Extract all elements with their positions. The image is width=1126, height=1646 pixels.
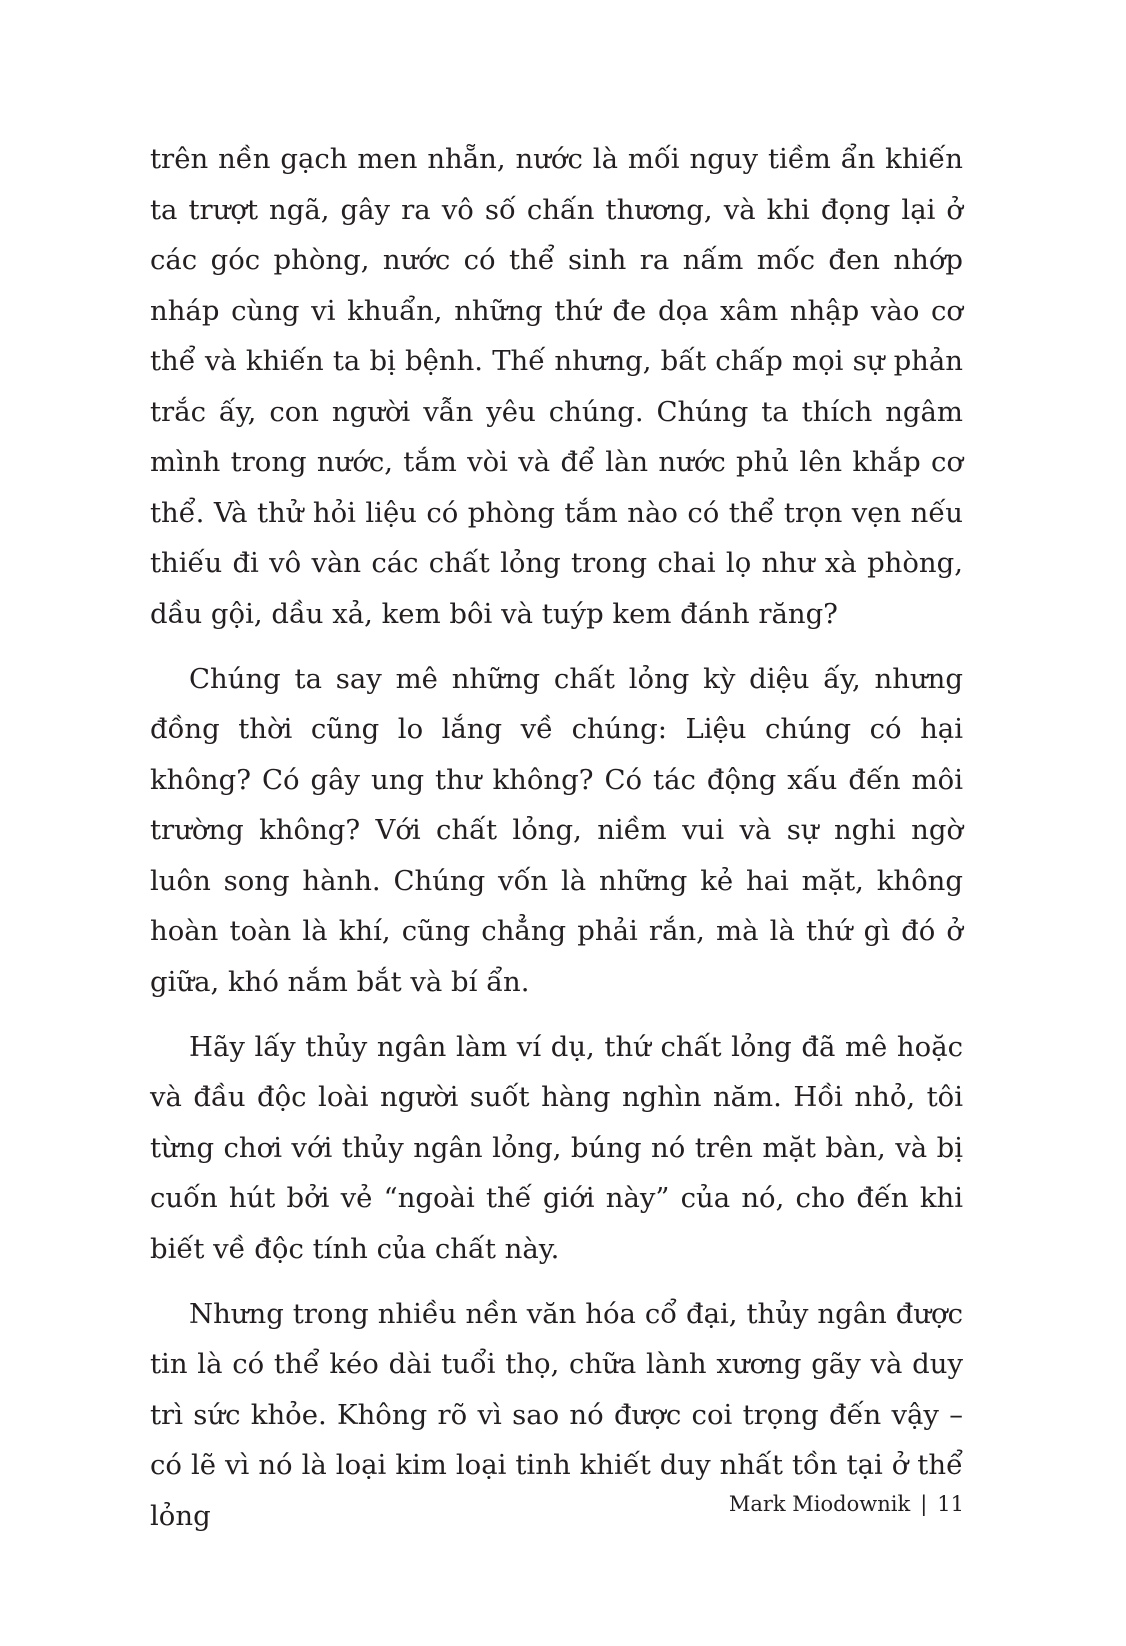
paragraph-4: Nhưng trong nhiều nền văn hóa cổ đại, thủy ngân được tin là có thể kéo dài tuổi thọ, chữa lành xương gãy và duy trì sức khỏe. Không rõ vì sao nó được coi trọng đến vậy – có lẽ vì nó là loại kim loại tinh khiết duy nhất tồn tại ở thể lỏng xyxy=(150,1297,963,1532)
page-number: 11 xyxy=(937,1492,964,1516)
running-footer xyxy=(729,1489,964,1519)
footer-separator: | xyxy=(920,1492,928,1516)
paragraph-1: trên nền gạch men nhẵn, nước là mối nguy tiềm ẩn khiến ta trượt ngã, gây ra vô số chấn thương, và khi đọng lại ở các góc phòng, nước có thể sinh ra nấm mốc đen nhớp nháp cùng vi khuẩn, những thứ đe dọa xâm nhập vào cơ thể và khiến ta bị bệnh. Thế nhưng, bất chấp mọi sự phản trắc ấy, con người vẫn yêu chúng. Chúng ta thích ngâm mình trong nước, tắm vòi và để làn nước phủ lên khắp cơ thể. Và thử hỏi liệu có phòng tắm nào có thể trọn vẹn nếu thiếu đi vô vàn các chất lỏng trong chai lọ như xà phòng, dầu gội, dầu xả, kem bôi và tuýp kem đánh răng? xyxy=(150,143,963,630)
paragraph-2: Chúng ta say mê những chất lỏng kỳ diệu ấy, nhưng đồng thời cũng lo lắng về chúng: Liệu chúng có hại không? Có gây ung thư không? Có tác động xấu đến môi trường không? Với chất lỏng, niềm vui và sự nghi ngờ luôn song hành. Chúng vốn là những kẻ hai mặt, không hoàn toàn là khí, cũng chẳng phải rắn, mà là thứ gì đó ở giữa, khó nắm bắt và bí ẩn. xyxy=(150,662,963,998)
footer-author: Mark Miodownik xyxy=(728,1492,911,1516)
paragraph-3: Hãy lấy thủy ngân làm ví dụ, thứ chất lỏng đã mê hoặc và đầu độc loài người suốt hàng nghìn năm. Hồi nhỏ, tôi từng chơi với thủy ngân lỏng, búng nó trên mặt bàn, và bị cuốn hút bởi vẻ “ngoài thế giới này” của nó, cho đến khi biết về độc tính của chất này. xyxy=(150,1030,963,1265)
body-text xyxy=(150,134,963,1541)
